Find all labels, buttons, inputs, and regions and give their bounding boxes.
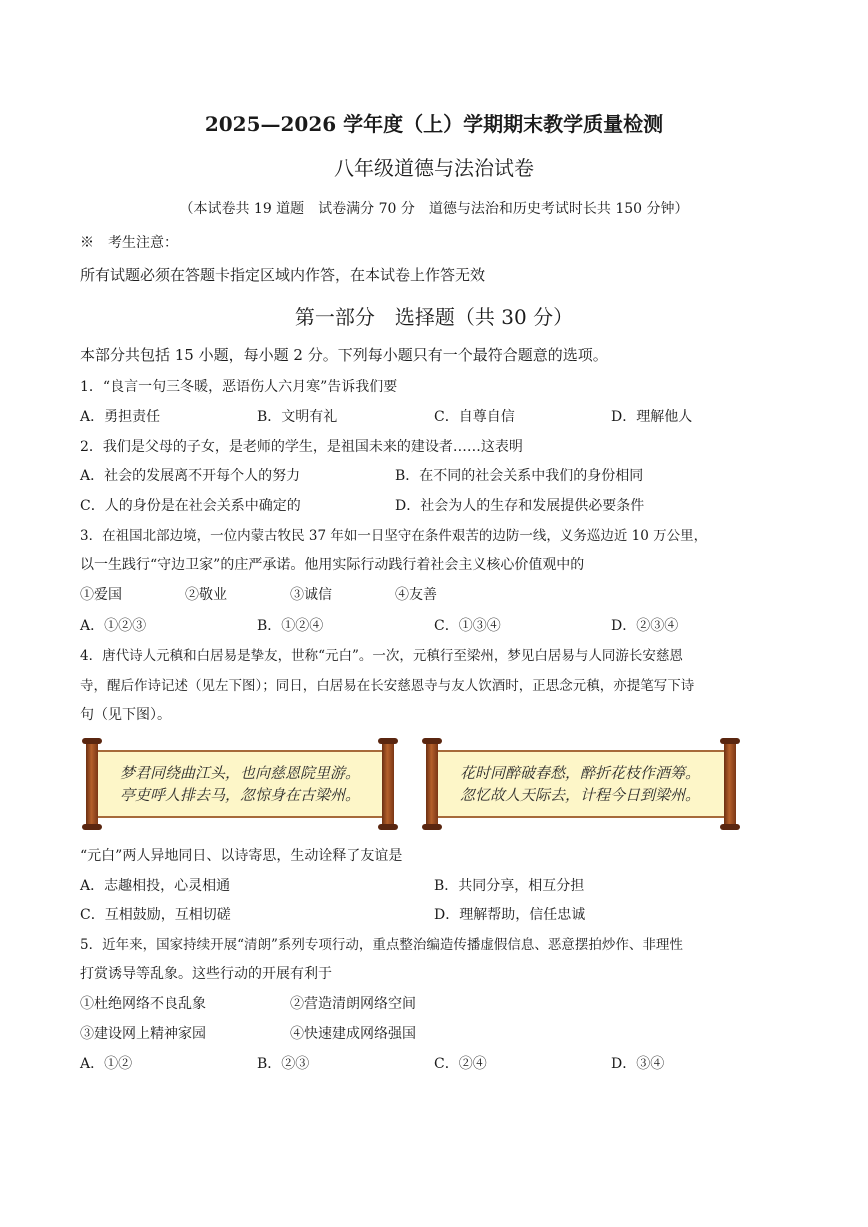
q1-option-a[interactable]: A．勇担责任 [80, 409, 161, 425]
q3-option-c[interactable]: C．①③④ [434, 618, 501, 634]
q3-option-d[interactable]: D．②③④ [611, 618, 679, 634]
q4-stem-line2: 寺，醒后作诗记述（见左下图）；同日，白居易在长安慈恩寺与友人饮酒时，正思念元稹，亦提笔写下诗 [80, 678, 695, 694]
q5-option-d[interactable]: D．③④ [611, 1056, 665, 1072]
poem-scroll-left [80, 740, 400, 828]
q1-stem: 1．“良言一句三冬暖，恶语伤人六月寒”告诉我们要 [80, 379, 398, 395]
q1-option-c[interactable]: C．自尊自信 [434, 409, 515, 425]
q5-option-a[interactable]: A．①② [80, 1056, 133, 1072]
scroll-rod-left [86, 740, 98, 828]
notice-text: 所有试题必须在答题卡指定区域内作答，在本试卷上作答无效 [80, 266, 486, 284]
q2-option-c[interactable]: C．人的身份是在社会关系中确定的 [80, 498, 301, 514]
q5-item-4: ④快速建成网络强国 [290, 1026, 416, 1042]
q3-option-a[interactable]: A．①②③ [80, 618, 147, 634]
q4-option-b[interactable]: B．共同分享，相互分担 [434, 878, 585, 894]
poem-right [460, 762, 702, 806]
q3-stem-line2: 以一生践行“守边卫家”的庄严承诺。他用实际行动践行着社会主义核心价值观中的 [80, 557, 585, 573]
poem-right-line1: 花时同醉破春愁，醉折花枝作酒筹。 [460, 764, 701, 782]
q3-item-3: ③诚信 [290, 587, 332, 603]
scroll-rod-right [382, 740, 394, 828]
q4-question: “元白”两人异地同日、以诗寄思，生动诠释了友谊是 [80, 848, 403, 864]
q3-item-4: ④友善 [395, 587, 437, 603]
scroll-rod-right [724, 740, 736, 828]
q1-option-b[interactable]: B．文明有礼 [257, 409, 338, 425]
q5-stem-line2: 打赏诱导等乱象。这些行动的开展有利于 [80, 966, 332, 982]
q5-item-1: ①杜绝网络不良乱象 [80, 996, 206, 1012]
q5-item-3: ③建设网上精神家园 [80, 1026, 206, 1042]
poem-right-line2: 忽忆故人天际去，计程今日到梁州。 [460, 786, 701, 804]
q3-item-1: ①爱国 [80, 587, 122, 603]
q2-option-b[interactable]: B．在不同的社会关系中我们的身份相同 [395, 468, 644, 484]
q3-option-b[interactable]: B．①②④ [257, 618, 324, 634]
q4-stem-line3: 句（见下图）。 [80, 707, 171, 723]
q2-stem: 2．我们是父母的子女，是老师的学生，是祖国未来的建设者……这表明 [80, 439, 523, 455]
q1-option-d[interactable]: D．理解他人 [611, 409, 693, 425]
q2-option-a[interactable]: A．社会的发展离不开每个人的努力 [80, 468, 301, 484]
q5-option-c[interactable]: C．②④ [434, 1056, 487, 1072]
q4-option-c[interactable]: C．互相鼓励，互相切磋 [80, 907, 231, 923]
q5-item-2: ②营造清朗网络空间 [290, 996, 416, 1012]
q3-item-2: ②敬业 [185, 587, 227, 603]
scroll-rod-left [426, 740, 438, 828]
q4-option-d[interactable]: D．理解帮助，信任忠诚 [434, 907, 586, 923]
notice-label: ※ 考生注意： [80, 235, 178, 251]
part1-title: 第一部分 选择题（共 30 分） [294, 305, 574, 329]
poem-left-line2: 亭吏呼人排去马，忽惊身在古梁州。 [120, 786, 361, 804]
q4-stem-line1: 4．唐代诗人元稹和白居易是挚友，世称“元白”。一次，元稹行至梁州，梦见白居易与人同游长安慈恩 [80, 648, 683, 664]
q4-option-a[interactable]: A．志趣相投，心灵相通 [80, 878, 231, 894]
exam-title: 2025—2026 学年度（上）学期期末教学质量检测 [204, 112, 664, 136]
poem-left [120, 762, 360, 806]
q5-option-b[interactable]: B．②③ [257, 1056, 310, 1072]
poem-scroll-right [420, 740, 742, 828]
q2-option-d[interactable]: D．社会为人的生存和发展提供必要条件 [395, 498, 645, 514]
poem-left-line1: 梦君同绕曲江头，也向慈恩院里游。 [120, 764, 361, 782]
q3-stem-line1: 3．在祖国北部边境，一位内蒙古牧民 37 年如一日坚守在条件艰苦的边防一线，义务巡边近 10 万公里， [80, 528, 708, 544]
q5-stem-line1: 5．近年来，国家持续开展“清朗”系列专项行动，重点整治编造传播虚假信息、恶意摆拍炒作、非理性 [80, 937, 683, 953]
exam-info: （本试卷共 19 道题 试卷满分 70 分 道德与法治和历史考试时长共 150 分钟） [179, 201, 689, 217]
exam-subtitle: 八年级道德与法治试卷 [334, 156, 534, 180]
part1-instructions: 本部分共包括 15 小题，每小题 2 分。下列每小题只有一个最符合题意的选项。 [80, 346, 608, 364]
